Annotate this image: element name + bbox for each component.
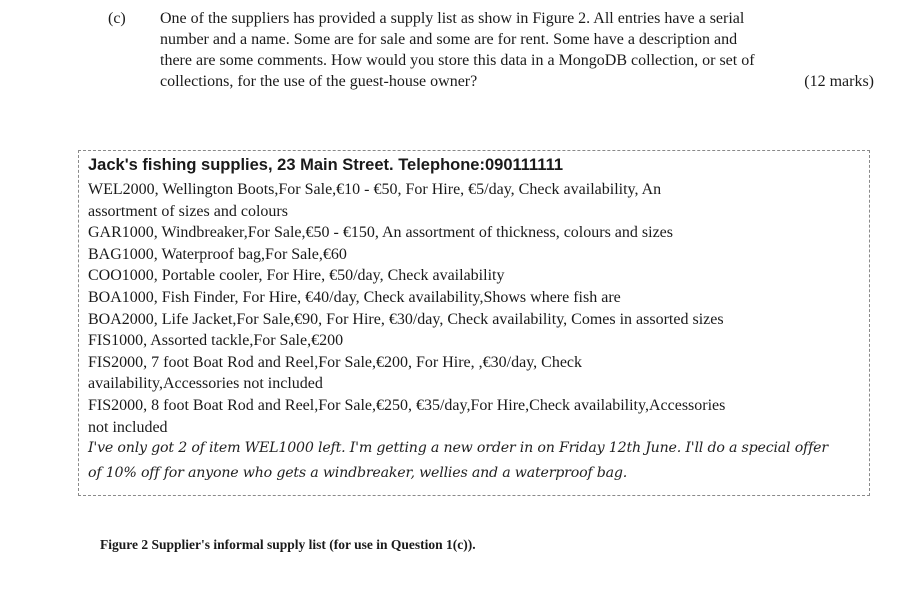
supply-list-entries (88, 179, 864, 438)
question-line: there are some comments. How would you store this data in a MongoDB collection, or set of (160, 52, 755, 69)
supply-entry-line: FIS2000, 8 foot Boat Rod and Reel,For Sale,€250, €35/day,For Hire,Check availability,Accessories (88, 396, 726, 414)
supply-entry-line: BOA1000, Fish Finder, For Hire, €40/day, Check availability,Shows where fish are (88, 288, 621, 306)
supply-list-box (78, 150, 870, 496)
supply-entry-line: WEL2000, Wellington Boots,For Sale,€10 - €50, For Hire, €5/day, Check availability, An (88, 181, 662, 198)
supply-entry-line: availability,Accessories not included (88, 375, 323, 393)
supply-entry-line: FIS2000, 7 foot Boat Rod and Reel,For Sale,€200, For Hire, ,€30/day, Check (88, 353, 583, 371)
supply-entry-line: FIS1000, Assorted tackle,For Sale,€200 (88, 332, 344, 350)
supply-entry-line: BAG1000, Waterproof bag,For Sale,€60 (88, 245, 347, 263)
question-text (160, 8, 874, 92)
handwritten-line: I've only got 2 of item WEL1000 left. I'm getting a new order in on Friday 12th June. I'll do a special offer (88, 440, 828, 456)
handwritten-comments (88, 436, 864, 486)
figure-caption: Figure 2 Supplier's informal supply list (for use in Question 1(c)). (100, 537, 476, 552)
supply-entry-line: GAR1000, Windbreaker,For Sale,€50 - €150, An assortment of thickness, colours and sizes (88, 224, 673, 242)
question-line: number and a name. Some are for sale and some are for rent. Some have a description and (160, 31, 738, 48)
supply-list-header: Jack's fishing supplies, 23 Main Street. Telephone:090111111 (88, 156, 564, 174)
supply-entry-line: COO1000, Portable cooler, For Hire, €50/day, Check availability (88, 267, 505, 285)
question-last-line (160, 71, 874, 92)
question-marks: (12 marks) (804, 73, 874, 90)
handwritten-line: of 10% off for anyone who gets a windbreaker, wellies and a waterproof bag. (88, 465, 628, 481)
supply-entry-line: BOA2000, Life Jacket,For Sale,€90, For Hire, €30/day, Check availability, Comes in assorted sizes (88, 310, 724, 328)
question-line: One of the suppliers has provided a supply list as show in Figure 2. All entries have a serial (160, 10, 745, 27)
supply-entry-line: assortment of sizes and colours (88, 202, 288, 220)
supply-entry-line: not included (88, 418, 168, 436)
question-line: collections, for the use of the guest-house owner? (160, 73, 478, 90)
question-label: (c) (108, 10, 126, 27)
